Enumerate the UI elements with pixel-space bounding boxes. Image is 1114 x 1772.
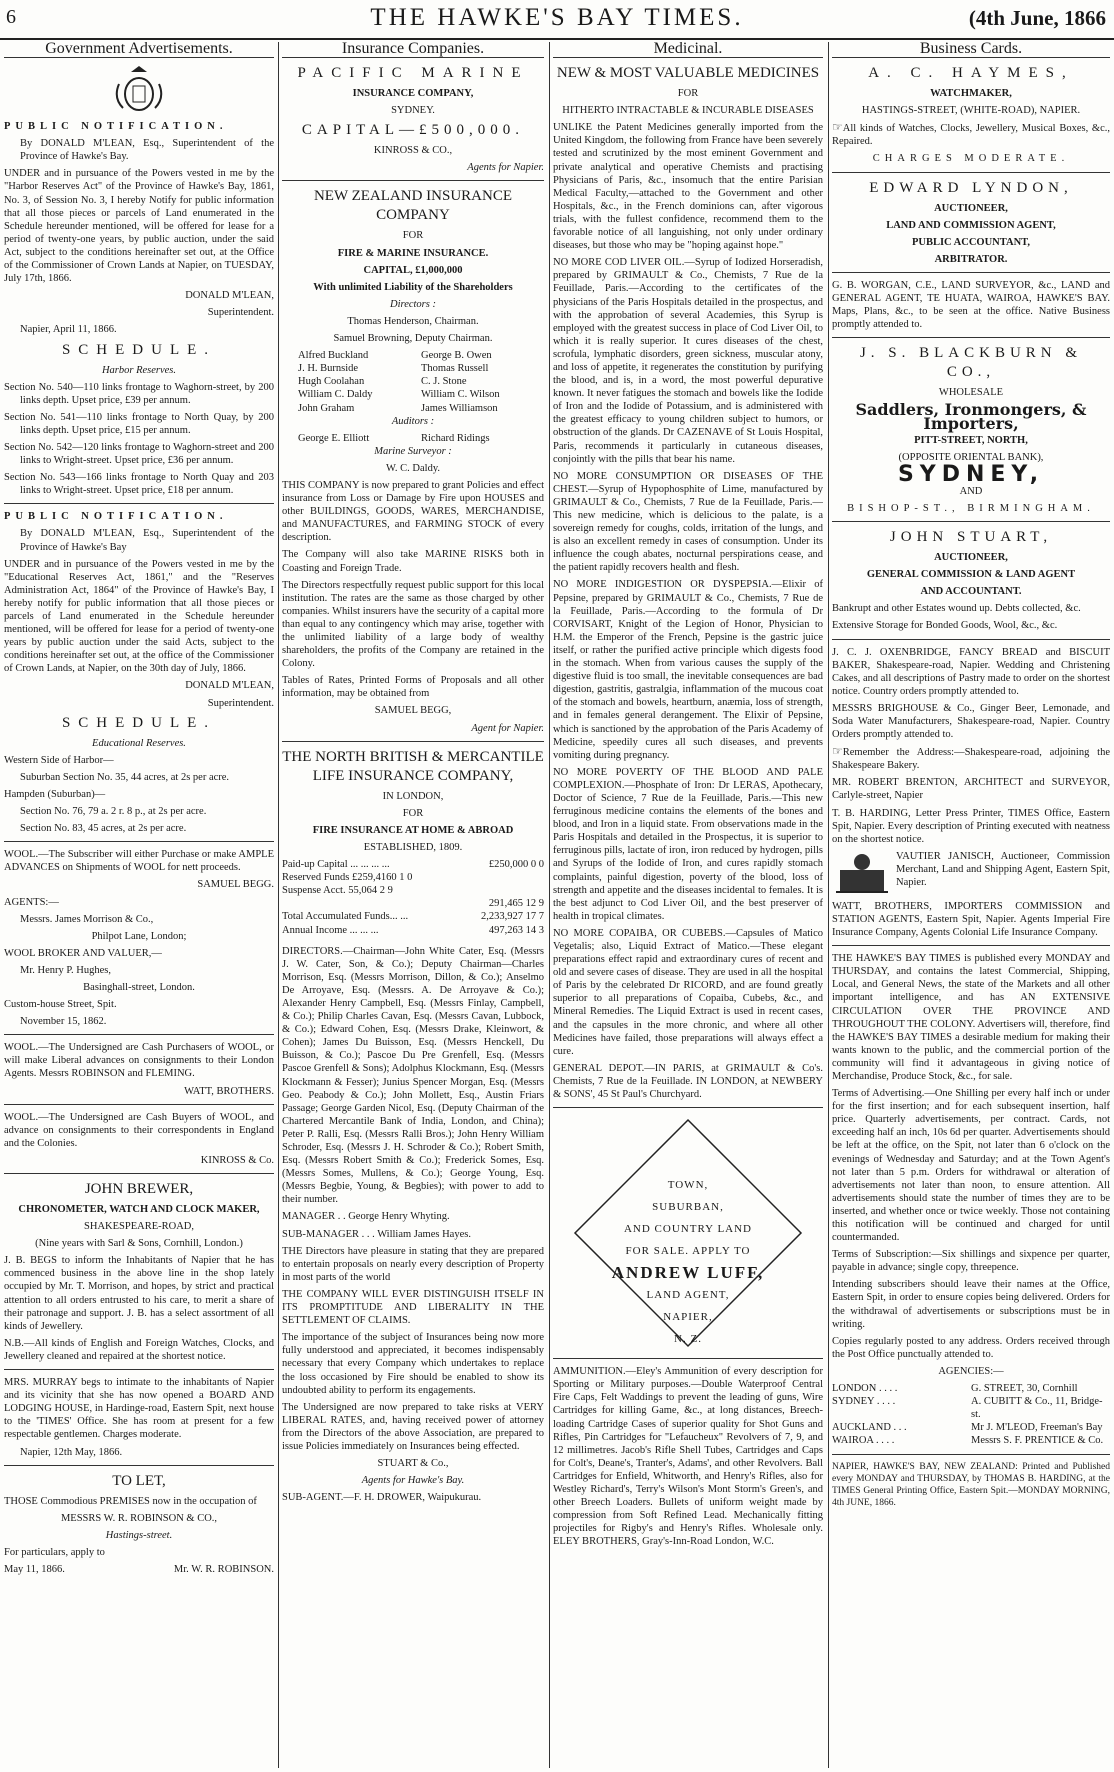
director-row: Hugh Coolahan C. J. Stone [298,376,467,388]
column-rule [549,42,550,1768]
stuart-body: Extensive Storage for Bonded Goods, Wool, &c., &c. [832,620,1058,632]
notice-title: PUBLIC NOTIFICATION. [4,511,228,523]
nz-auditors-heading: Auditors : [391,415,435,427]
agents-label: AGENTS:— [4,896,59,908]
agent-line: Messrs. James Morrison & Co., [20,913,154,925]
med-paragraph: UNLIKE the Patent Medicines generally imported from the United Kingdom, the following from France have been severely tested and scrutinized by the most eminent Government and private analytical and operative Chemists and practising Physicians of Paris, &c., insomuch that the entire Parisian Medical Faculty,—attached to the Government and other Hospitals, &c., in the French dominions can, after vigorous trials, with the fullest confidence, recommend them to the favorable notice of all languishing, not only under ordinary diseases, but those who may be "hoping against hope." [553,122,823,252]
brewer-address: SHAKESPEARE-ROAD, [84,1221,194,1233]
nz-body: THIS COMPANY is now prepared to grant Policies and effect insurance from Loss or Damage by Fire upon HOUSES and other BUILDINGS, GOODS, WARES, MERCHANDISE, and MANUFACTURES, and FARMING STOCK of every description. [282,479,544,544]
notice-date: Napier, April 11, 1866. [20,324,117,336]
schedule-item: Section No. 540—110 links frontage to Waghorn-street, by 200 links depth. Upset price, £39 per annum. [4,381,274,406]
nb-established: ESTABLISHED, 1809. [363,841,463,853]
financial-row: Annual Income ... ... ... 497,263 14 3 [282,924,544,936]
divider [4,1034,274,1035]
divider [282,741,544,742]
nb-body: THE COMPANY WILL EVER DISTINGUISH ITSELF IN ITS PROMPTITUDE AND LIBERALITY IN THE SETTLEMENT OF CLAIMS. [282,1288,544,1327]
brewer-trade: CHRONOMETER, WATCH AND CLOCK MAKER, [18,1204,260,1215]
nb-type: FIRE INSURANCE AT HOME & ABROAD [312,824,514,836]
med-paragraph: NO MORE COPAIBA, OR CUBEBS.—Capsules of Matico Vegetalis; also, Liquid Extract of Matico.—These elegant preparations effect rapid and extraordinary cures of recent and old and severe cases of disease. They are used in all the hospital of Paris by the celebrated Dr RICORD, and are found greatly superior to all preparations of Copaiba, Cubebs, &c., and Mineral Remedies. The Liquid Extract is used in recent cases, and the capsules in the more chronic, and where all other Medicines have failed, those preparations will always effect a cure. [553,927,823,1057]
nz-liability: With unlimited Liability of the Shareholders [313,281,513,293]
notice-signature-role: Superintendent. [207,697,274,709]
blackburn-line: BISHOP-ST., BIRMINGHAM. [847,502,1095,514]
agencies-heading: AGENCIES:— [938,1365,1004,1377]
tolet-title: TO LET, [112,1472,166,1489]
column-government [4,42,274,1768]
times-notice: Copies regularly posted to any address. Orders received through the Post Office punctually attended to. [832,1335,1110,1360]
column-heading: Insurance Companies. [282,42,544,58]
agent-line: Philpot Lane, London; [91,930,187,942]
divider [553,1358,823,1359]
luff-role: LAND AGENT, [646,1289,730,1302]
wool-notice: WOOL.—The Undersigned are Cash Buyers of WOOL, and advance on consignments to their correspondents in England and the Colonies. [4,1111,274,1149]
nb-agent-role: Agents for Hawke's Bay. [361,1475,465,1487]
nz-type: FIRE & MARINE INSURANCE. [337,247,489,259]
column-heading: Business Cards. [832,42,1110,58]
column-insurance [282,42,544,1768]
pm-capital: CAPITAL—£500,000. [301,122,525,139]
divider [4,503,274,504]
divider [4,841,274,842]
nb-agent: STUART & Co., [377,1458,449,1470]
pointing-hand-icon: ☞ [832,120,843,135]
lyndon-line: ARBITRATOR. [934,253,1008,265]
nb-submanager: SUB-MANAGER . . . William James Hayes. [282,1228,471,1240]
nz-body: The Company will also take MARINE RISKS both in Coasting and Foreign Trade. [282,549,544,574]
schedule-title: SCHEDULE. [61,714,217,731]
notice-body: UNDER and in pursuance of the Powers vested in me by the "Harbor Reserves Act" of the Province of Hawke's Bay, 1861, No. 3, of Session No. 3, I hereby Notify for public information that all those pieces or parcels of Land enumerated in the Schedule hereunder mentioned, will be offered for lease for a period of twenty-one years, by public auction, under the said Act, subject to the conditions hereinafter set out, at the Office of the Commissioner of Crown Lands at Napier, on TUESDAY, July 17th, 1866. [4,168,274,285]
issue-date: (4th June, 1866 [968,6,1106,30]
notice-body: UNDER and in pursuance of the Powers vested in me by the "Educational Reserves Act, 1861," and the "Reserves Administration Act, 1864" of the Province of Hawke's Bay, I hereby notify for public information that all those pieces or parcels of Land enumerated in the Schedule hereunder mentioned, will be offered for lease for a period of twenty-one years by public auction under the said Acts, subject to the conditions hereinafter set out, at the office of the Commissioner of Crown Lands, at Napier, on the 30th day of July, 1866. [4,558,274,675]
divider [4,1104,274,1105]
nz-directors-heading: Directors : [390,298,436,310]
times-notice: Intending subscribers should leave their names at the Office, Eastern Spit, in order to ensure copies being delivered. Orders for the withdrawal of advertisements or subscriptions must be in writing. [832,1279,1110,1330]
pm-subtitle: INSURANCE COMPANY, [352,88,474,100]
nz-chairman: Thomas Henderson, Chairman. [347,315,479,327]
brewer-nb: N.B.—All kinds of English and Foreign Watches, Clocks, and Jewellery cleaned and repaired at the shortest notice. [4,1337,274,1362]
schedule-item: Section No. 543—166 links frontage to North Quay and 203 links to Wright-street. Upset price, £18 per annum. [4,472,274,497]
divider [832,521,1110,522]
janisch-card [832,850,1110,896]
nz-surveyor-heading: Marine Surveyor : [374,445,452,457]
stuart-line: AUCTIONEER, [934,552,1008,564]
haymes-body [832,121,1110,148]
notice-signature: DONALD M'LEAN, [185,290,274,302]
pointing-hand-icon: ☞ [832,744,843,759]
blackburn-sydney: SYDNEY, [897,461,1045,487]
blackburn-line: (OPPOSITE ORIENTAL BANK), [898,451,1044,463]
nz-agent: SAMUEL BEGG, [374,705,452,717]
watt-card: WATT, BROTHERS, IMPORTERS COMMISSION and STATION AGENTS, Eastern Spit, Napier. Agents Imperial Fire Insurance Company, Agents Colonial Life Insurance Company. [832,900,1110,939]
tolet-who: MESSRS W. R. ROBINSON & CO., [60,1512,218,1524]
nb-subagent: SUB-AGENT.—F. H. DROWER, Waipukurau. [282,1492,482,1504]
nz-deputy: Samuel Browning, Deputy Chairman. [333,333,493,345]
blackburn-line: AND [959,485,983,497]
luff-line: AND COUNTRY LAND [623,1223,753,1236]
director-row: Alfred Buckland George B. Owen [298,350,492,362]
divider [832,945,1110,946]
luff-line: TOWN, [667,1179,709,1192]
tolet-date: May 11, 1866. [4,1563,65,1575]
schedule-line: Section No. 83, 45 acres, at 2s per acre. [20,823,187,835]
auditor-row: George E. Elliott Richard Ridings [298,432,490,444]
times-notice: Terms of Advertising.—One Shilling per every half inch or under for the first insertion; and for each subsequent insertion, half price. Quarterly advertisements, per contract. Cards, not exceeding half an inch, 10s 6d per quarter. Advertisements should be left at the office, on the Spit, not later than 6 o'clock on the evenings of Wednesday and Saturday; and at the Town Agent's not later than 5 p.m. Orders for withdrawal or alteration of advertisements not later than noon, to ensure attention. All advertisements should state the number of times they are to be inserted, and whether once or twice weekly. Those not containing this notification will be continued and charged for until countermanded. [832,1088,1110,1244]
brewer-note: (Nine years with Sarl & Sons, Cornhill, London.) [35,1238,243,1250]
wool-signature: WATT, BROTHERS. [184,1085,274,1097]
royal-crest-icon [109,64,169,118]
agency-row: LONDON . . . . G. STREET, 30, Cornhill [832,1383,1078,1395]
brewer-name: JOHN BREWER, [84,1181,194,1197]
director-row: John Graham James Williamson [298,402,498,414]
nz-for: FOR [402,230,424,242]
wool-notice: WOOL.—The Subscriber will either Purchase or make AMPLE ADVANCES on Shipments of WOOL for nett proceeds. [4,849,274,874]
column-rule [278,42,279,1768]
times-notice: Terms of Subscription:—Six shillings and sixpence per quarter, payable in advance; single copy, threepence. [832,1249,1110,1274]
tolet-where: Hastings-street. [105,1529,173,1541]
auctioneer-illustration-icon [832,850,892,896]
financial-row: Total Accumulated Funds... ... 2,233,927 17 7 [282,911,544,923]
nb-title: THE NORTH BRITISH & MERCANTILE LIFE INSURANCE COMPANY, [282,748,544,784]
med-paragraph: GENERAL DEPOT.—IN PARIS, at GRIMAULT & Co's. Chemists, 7 Rue de la Feuillade. IN LONDON, at NEWBERY & SONS', 45 St Paul's Churchyard. [553,1062,823,1101]
luff-diamond-ad [573,1118,803,1348]
murray-date: Napier, 12th May, 1866. [20,1446,123,1458]
brewer-body: J. B. BEGS to inform the Inhabitants of Napier that he has commenced business in the above line in the shop lately occupied by Mr. T. Morrison, and hopes, by strict and practical attention to all orders entrusted to his care, to merit a share of their patronage and support. J. B. has a select assortment of all kinds of Jewellery. [4,1255,274,1332]
divider [4,1465,274,1466]
divider [832,639,1110,640]
stuart-name: JOHN STUART, [889,529,1053,546]
luff-line: SUBURBAN, [652,1201,724,1214]
agency-row: WAIROA . . . . Messrs S. F. PRENTICE & Co. [832,1435,1104,1447]
lyndon-line: PUBLIC ACCOUNTANT, [911,236,1031,248]
newspaper-title: THE HAWKE'S BAY TIMES. [370,4,744,31]
nz-title: NEW ZEALAND INSURANCE COMPANY [313,188,513,224]
nb-for: FOR [402,807,424,819]
nz-body: The Directors respectfully request public support for this local institution. The rates are the same as those charged by other companies. Whilst insurers have the security of a capital more than equal to any contingency which may arise, together with the unlimited liability of a large body of wealthy shareholders, the profits of the Company are retained in the Colony. [282,579,544,670]
printer-imprint: NAPIER, HAWKE'S BAY, NEW ZEALAND: Printed and Published every MONDAY and THURSDAY, by THOMAS B. HARDING, at the TIMES General Printing Office, Eastern Spit.—MONDAY MORNING, 4th JUNE, 1866. [832,1461,1110,1508]
med-paragraph: NO MORE POVERTY OF THE BLOOD AND PALE COMPLEXION.—Phosphate of Iron: Dr LERAS, Apothecary, Doctor of Science, 7 Rue de la Feuillade, Paris.—This new ferruginous medicine contains the elements of the bones and blood, and Iron in a liquid state. From observations made in the Paris Hospitals and detailed in the Prospectus, it is superior to ferruginous pills, lactate of iron, iron reduced by hydrogen, pills and Syrups of the Iodide of Iron, and cures rapidly stomach complaints, painful digestion, poverty of the blood, loss of strength and appetite and the diseases incidental to females. It is the best adjunct to Cod Liver Oil, and the best preserver of health in tropical climates. [553,766,823,922]
brighouse-remember [832,745,1110,772]
stuart-body: Bankrupt and other Estates wound up. Debts collected, &c. [832,603,1081,615]
schedule-item: Section No. 541—110 links frontage to North Quay, by 200 links depth. Upset price, £15 per annum. [4,411,274,436]
tolet-signature: Mr. W. R. ROBINSON. [173,1563,274,1575]
times-notice: THE HAWKE'S BAY TIMES is published every MONDAY and THURSDAY, and contains the latest Commercial, Shipping, Local, and General News, the state of the Markets and all other important intelligence, and has AN EXTENSIVE CIRCULATION OVER THE PROVINCE AND THROUGHOUT THE COLONY. Advertisers will, therefore, find the HAWKE'S BAY TIMES a desirable medium for making their wants known to the public, and the commercial portion of the community will find it advantageous in giving notice of Merchandise, Produce Stock, &c., for sale. [832,953,1110,1082]
wool-signature: KINROSS & Co. [200,1154,274,1166]
med-paragraph: NO MORE COD LIVER OIL.—Syrup of Iodized Horseradish, prepared by GRIMAULT & Co., Chemists, 7 Rue de la Feuillade, Paris.—According to the certificates of the physicians of the Paris Hospitals detailed in the prospectus, and with the approbation of several Academies, this Syrup is employed with the greatest success in place of Cod Liver Oil, to which it is really superior. It cures diseases of the chest, scrofula, lymphatic disorders, green sickness, muscular atony, and loss of appetite, it regenerates the constitution by purifying the blood, and is, in a word, the most powerful depurative known. It never fatigues the stomach and bowels like the Iodide of Iron and the Iodide of Potassium, and is administered with the greatest efficacy to young children subject to humors, or obstruction of the glands. Dr CAZENAVE of St Louis Hospital, Paris, recommends it particularly in cutaneous diseases, conjointly with the pills that bear his name. [553,257,823,465]
divider [4,1173,274,1174]
blackburn-name: J. S. BLACKBURN & CO., [859,345,1083,381]
nz-agent-role: Agent for Napier. [471,722,544,734]
notice-title: PUBLIC NOTIFICATION. [4,121,228,133]
luff-name: ANDREW LUFF, [611,1263,765,1283]
oxenbridge-card: J. C. J. OXENBRIDGE, FANCY BREAD and BISCUIT BAKER, Shakespeare-road, Napier. Wedding and Christening Cakes, and all descriptions of Pastry made to order on the shortest notice. Country orders promptly attended to. [832,646,1110,697]
agent-line: Mr. Henry P. Hughes, [20,964,111,976]
schedule-subtitle: Harbor Reserves. [101,364,177,376]
janisch-text: VAUTIER JANISCH, Auctioneer, Commission Merchant, Land and Shipping Agent, Eastern Spit, Napier. [896,850,1110,889]
notice-signature-role: Superintendent. [207,307,274,319]
nz-surveyor: W. C. Daldy. [385,462,441,474]
nb-body: The importance of the subject of Insurances being now more fully understood and appreciated, it becomes indispensably necessary that every Company which undertakes to replace the loss occasioned by Fire should be enabled to show its undoubted ability to perform its engagements. [282,1332,544,1396]
harding-card: T. B. HARDING, Letter Press Printer, TIMES Office, Eastern Spit, Napier. Every description of Printing executed with neatness on the shortest notice. [832,807,1110,845]
haymes-address: HASTINGS-STREET, (WHITE-ROAD), NAPIER. [861,105,1081,117]
ammunition-ad: AMMUNITION.—Eley's Ammunition of every description for Sporting or Military purposes.—Double Waterproof Central Fire Caps, Felt Waddings to prevent the leading of guns, Wire Cartridges for killing Game, &c., at long distances, Breech-loading Cartridge Cases of superior quality for Shot Guns and Rifles, Pin Cartridges for "Lefaucheux" Revolvers of 7, 9, and 12 millimetres. Jacob's Rifle Shell Tubes, Cartridges and Caps for Colt's, Deane's, Tranter's, Adams', and other Revolvers. Ball Cartridges for Enfield, Whitworth, and Henry's Rifles, also for Westley Richard's, Terry's Wilson's Mont Storm's Green's, and other Breech Loaders. Bullets of uniform weight made by compression from Soft Refined Lead. Mechanically fitting projectiles for Rigby's and Henry's Rifles. Wholesale only. ELEY BROTHERS, Gray's-Inn-Road London, W.C. [553,1366,823,1548]
financial-row: Reserved Funds £259,4160 1 0 [282,872,413,884]
lyndon-line: AUCTIONEER, [934,202,1008,214]
notice-signature: DONALD M'LEAN, [185,680,274,692]
divider [553,1107,823,1108]
tolet-apply: For particulars, apply to [4,1546,105,1558]
brighouse-card: MESSRS BRIGHOUSE & Co., Ginger Beer, Lemonade, and Soda Water Manufacturers, Shakespeare-road, Napier. Country Orders promptly attended to. [832,702,1110,741]
schedule-item: Section No. 542—120 links frontage to Waghorn-street and 200 links to Wright-street. Upset price, £36 per annum. [4,441,274,467]
divider [832,337,1110,338]
agent-line: Basinghall-street, London. [83,981,195,993]
stuart-line: AND ACCOUNTANT. [920,586,1022,598]
wool-signature: SAMUEL BEGG. [197,879,274,891]
med-paragraph: NO MORE INDIGESTION OR DYSPEPSIA.—Elixir of Pepsine, prepared by GRIMAULT & Co., Chemists, 7 Rue de la Feuillade, Paris.—According to the formula of Dr CORVISART, Knight of the Legion of Honor, Physician to H.M. the Emperor of the French, Pepsine is the gastric juice itself, or rather the purified active principle which digests food in the stomach. When from various causes the supply of the digestive fluid is too small, the inevitable consequences are bad digestion, gastritis, gastralgia, inflammation of the mucous coat of the stomach and bowels, heartburn, anæmia, loss of strength, and in females general derangement. The Elixir of Pepsine, which is sanctioned by the approbation of the Paris Academy of Medicine, speedily cures all such diseases, and prevents vomiting during pregnancy. [553,579,823,761]
schedule-title: SCHEDULE. [61,341,217,358]
column-business [832,42,1110,1768]
worgan-card: G. B. WORGAN, C.E., LAND SURVEYOR, &c., LAND and GENERAL AGENT, TE HUATA, WAIROA, HAWKE'S BAY. Maps, Plans, &c., to be seen at the office. Native Business promptly attended to. [832,279,1110,331]
divider [832,272,1110,273]
haymes-charges: CHARGES MODERATE. [872,153,1070,165]
agent-line: Custom-house Street, Spit. [4,999,117,1011]
financial-row: Paid-up Capital ... ... ... ... £250,000 0 0 [282,859,544,871]
med-title: NEW & MOST VALUABLE MEDICINES [556,65,820,82]
pm-agent: KINROSS & CO., [373,145,453,157]
lyndon-line: LAND AND COMMISSION AGENT, [886,219,1056,231]
med-paragraph: NO MORE CONSUMPTION OR DISEASES OF THE CHEST.—Syrup of Hypophosphite of Lime, manufactured by GRIMAULT & Co., Chemists, 7 Rue de la Feuillade, Paris.—This new medicine, which is delicious to the palate, is a sovereign remedy for coughs, colds, irritation of the lungs, and is also an excellent remedy in cases of consumption. Under its influence the cough abates, nocturnal perspirations cease, and the patient rapidly recovers health and flesh. [553,470,823,574]
schedule-line: Western Side of Harbor— [4,754,114,766]
column-heading: Medicinal. [553,42,823,58]
schedule-subtitle: Educational Reserves. [92,737,186,749]
luff-line: FOR SALE. APPLY TO [625,1245,751,1258]
nb-body: THE Directors have pleasure in stating that they are prepared to entertain proposals on nearly every description of Property in most parts of the world [282,1245,544,1283]
divider [282,180,544,181]
blackburn-line: PITT-STREET, NORTH, [914,434,1028,446]
agency-row: SYDNEY . . . . A. CUBITT & Co., 11, Bridge-st. [832,1396,1103,1421]
brenton-card: MR. ROBERT BRENTON, ARCHITECT and SURVEYOR, Carlyle-street, Napier [832,777,1110,802]
nz-capital: CAPITAL, £1,000,000 [363,264,463,276]
director-row: William C. Daldy William C. Wilson [298,389,500,401]
haymes-trade: WATCHMAKER, [930,88,1012,100]
nb-manager: MANAGER . . George Henry Whyting. [282,1211,450,1223]
divider [4,1369,274,1370]
tolet-body: THOSE Commodious PREMISES now in the occupation of [4,1495,257,1507]
wool-notice: WOOL.—The Undersigned are Cash Purchasers of WOOL, or will make Liberal advances on consignments to their London Agents. Messrs ROBINSON and FLEMING. [4,1042,274,1080]
agent-line: WOOL BROKER AND VALUER,— [4,947,162,959]
pm-agent-role: Agents for Napier. [467,162,544,174]
divider [832,1454,1110,1455]
schedule-line: Suburban Section No. 35, 44 acres, at 2s per acre. [20,771,230,783]
divider [832,172,1110,173]
column-rule [828,42,829,1768]
director-row: J. H. Burnside Thomas Russell [298,363,489,375]
haymes-body-text: All kinds of Watches, Clocks, Jewellery, Musical Boxes, &c., Repaired. [832,123,1110,148]
pm-title: PACIFIC MARINE [297,65,529,82]
med-title-for: FOR [677,88,699,100]
blackburn-trade: Saddlers, Ironmongers, & Importers, [855,400,1087,433]
pm-city: SYDNEY. [391,105,435,117]
brighouse-remember-text: Remember the Address:—Shakespeare-road, adjoining the Shakespeare Bakery. [832,747,1110,772]
nz-body: Tables of Rates, Printed Forms of Proposals and all other information, may be obtained from [282,675,544,700]
murray-notice: MRS. MURRAY begs to intimate to the inhabitants of Napier and its vicinity that she has now opened a BOARD AND LODGING HOUSE, in Hardinge-road, Eastern Spit, next house to the 'TIMES' Office. She has room at present for a few respectable gentlemen. Charges moderate. [4,1377,274,1441]
agent-line: November 15, 1862. [20,1016,107,1028]
notice-by: By DONALD M'LEAN, Esq., Superintendent of the Province of Hawke's Bay. [20,138,274,163]
schedule-line: Hampden (Suburban)— [4,788,106,800]
masthead [0,0,1114,40]
blackburn-line: WHOLESALE [938,387,1004,399]
column-medicinal [553,42,823,1768]
lyndon-name: EDWARD LYNDON, [869,179,1073,196]
nb-city: IN LONDON, [382,790,444,802]
med-title-sub: HITHERTO INTRACTABLE & INCURABLE DISEASES [562,105,814,117]
notice-by: By DONALD M'LEAN, Esq., Superintendent of the Province of Hawke's Bay [20,528,274,553]
column-heading: Government Advertisements. [4,42,274,58]
financial-row: Suspense Acct. 55,064 2 9 [282,885,393,897]
luff-role: NAPIER, [663,1311,713,1324]
nb-directors: DIRECTORS.—Chairman—John White Cater, Esq. (Messrs J. W. Cater, Son, & Co.); Deputy Chairman—Charles Morrison, Esq. (Messrs Morrison, Dillon, & Co.); Anselmo De Arroyave, Esq. (Messrs. A. De Arroyave & Co.); Alexander Henry Campbell, Esq. (Messrs Finlay, Campbell, & Co.); Philip Charles Cavan, Esq. (Messrs Cavan, Lubbock, & Co.); Edward Cohen, Esq. (Messrs Drake, Kleinwort, & Cohen); James Du Buisson, Esq. (Messrs Henckell, Du Buisson, & Co.); Pascoe Du Pre Grenfell, Esq. (Messrs Pascoe Grenfell & Sons); Adolphus Klockmann, Esq. (Messrs Klockmann & Fesser); Junius Spencer Morgan, Esq. (Messrs Geo. Peabody & Co.); John Mollett, Esq., Austin Friars Passage; George Garden Nicol, Esq. (Deputy Chairman of the Chartered Mercantile Bank of India, London, and China); Peter P. Ralli, Esq. (Messrs Ralli Bros.); John Henry William Schroder, Esq. (Messrs J. H. Schroder & Co.); Robert Smith, Esq. (Messrs Robert Smith & Co.); Frederick Somes, Esq. (Messrs Somes, Mullens, & Co.); George Young, Esq. (Messrs Begbie, Young, & Begbies); with power to add to their number. [282,945,544,1206]
luff-role: N. Z. [674,1333,702,1346]
financial-row: 291,465 12 9 [488,898,544,910]
schedule-line: Section No. 76, 79 a. 2 r. 8 p., at 2s per acre. [20,806,207,818]
haymes-name: A. C. HAYMES, [868,65,1074,82]
nb-body: The Undersigned are now prepared to take risks at VERY LIBERAL RATES, and, having received power of attorney from the Directors of the above Association, are prepared to issue Policies immediately on Insurances being effected. [282,1401,544,1452]
stuart-line: GENERAL COMMISSION & LAND AGENT [866,569,1076,581]
page-number: 6 [6,6,16,28]
agency-row: AUCKLAND . . . Mr J. M'LEOD, Freeman's Bay [832,1422,1103,1434]
